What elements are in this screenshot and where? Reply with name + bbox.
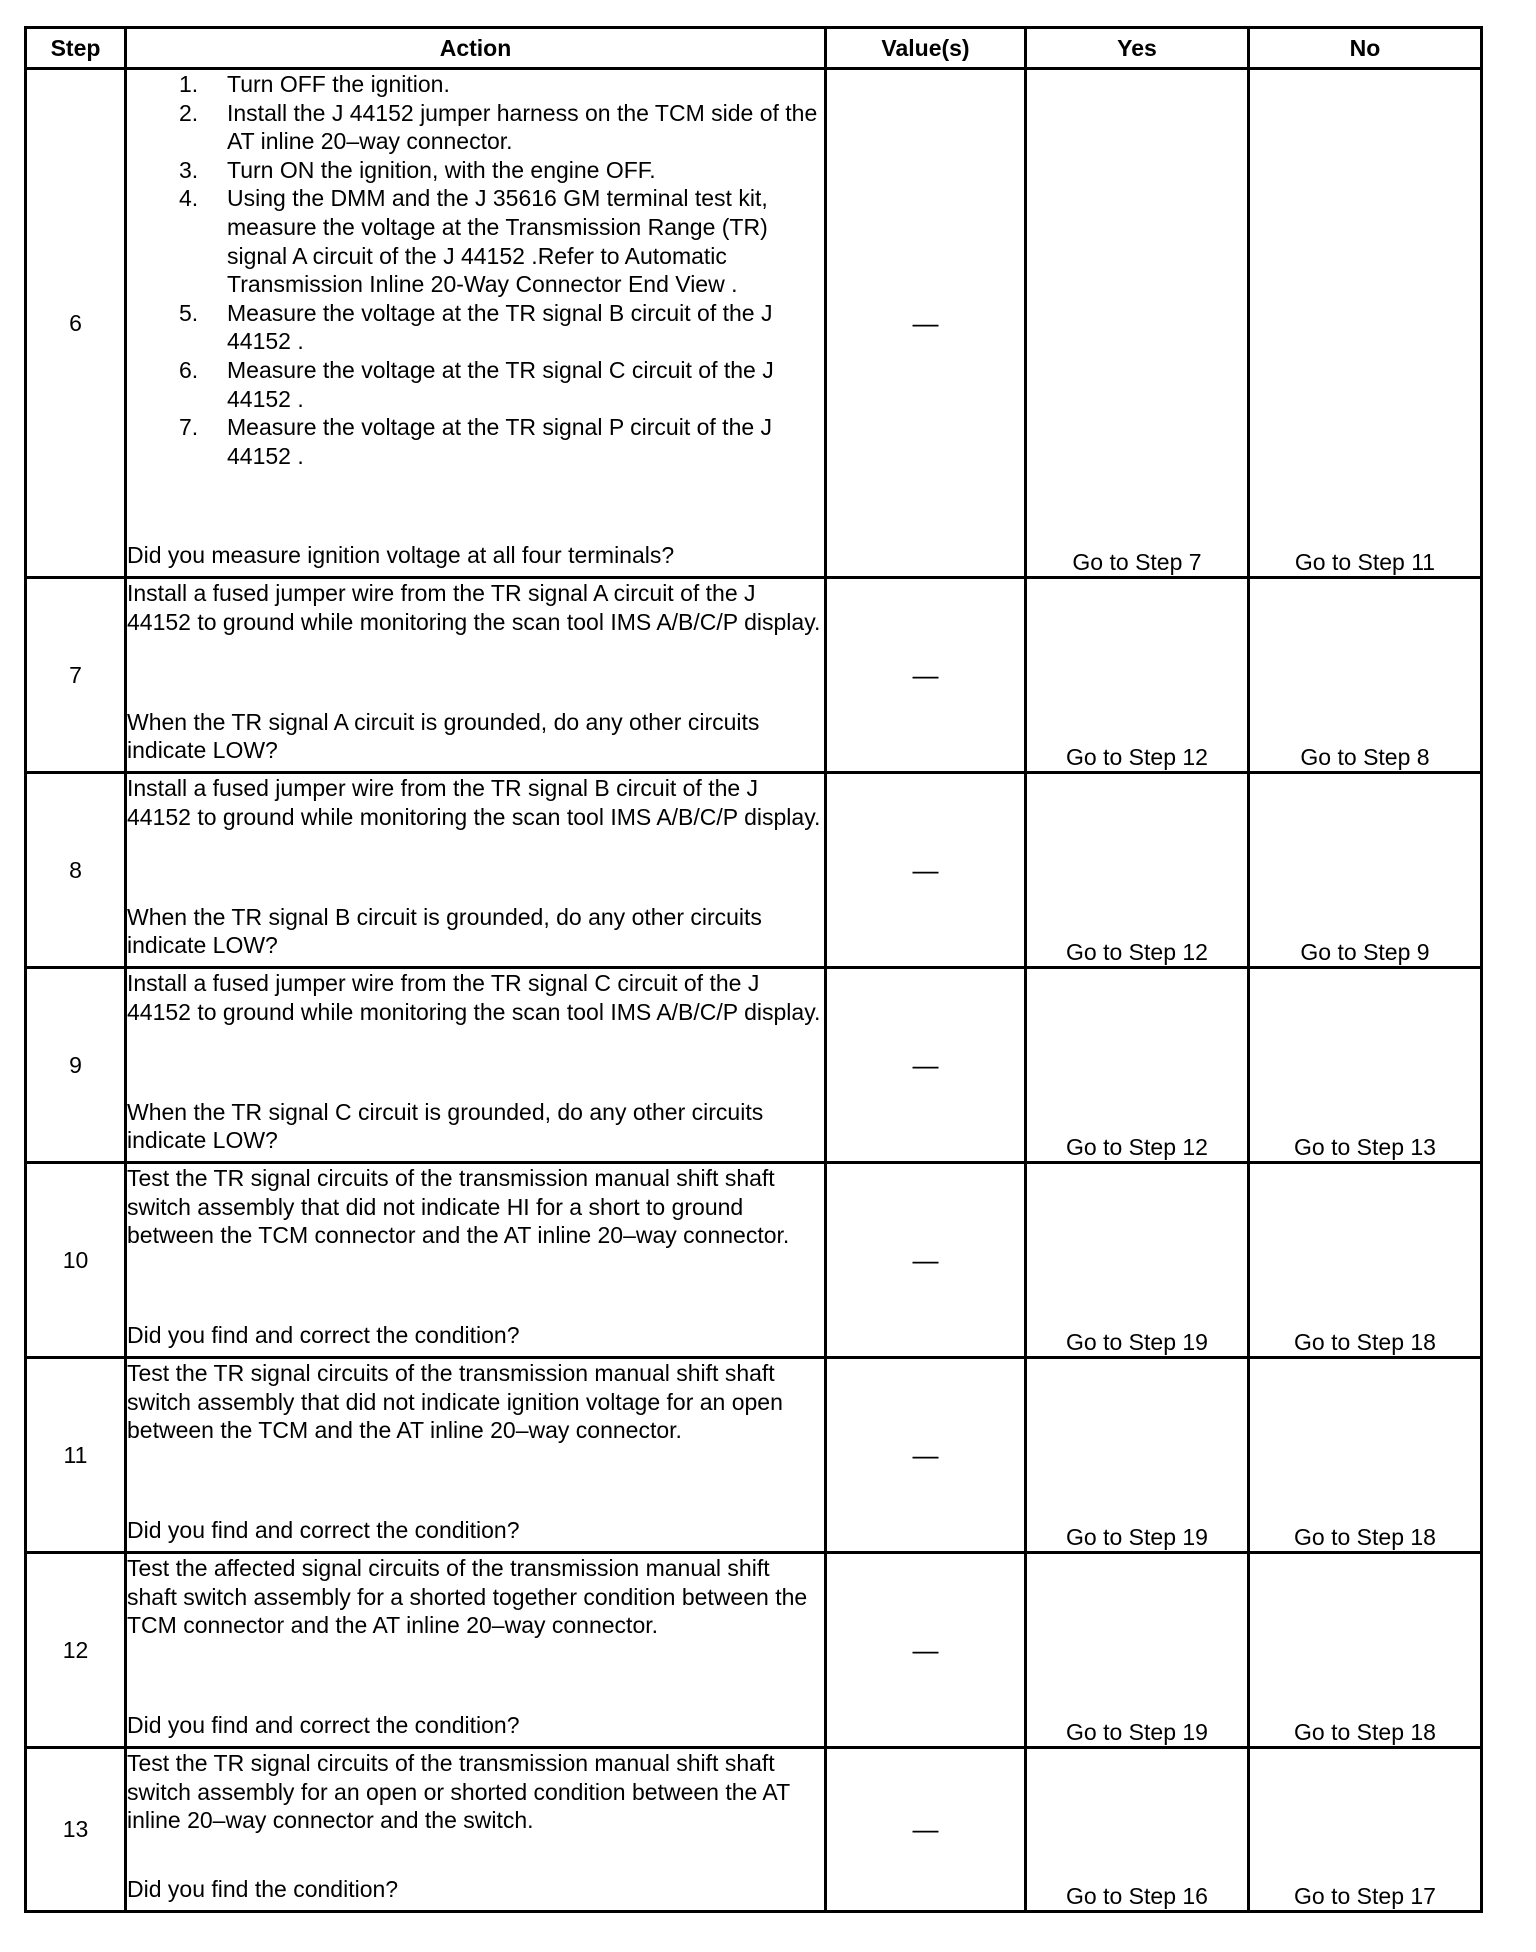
step-number: 8	[26, 773, 126, 968]
no-cell: Go to Step 18	[1249, 1553, 1482, 1748]
action-question: When the TR signal B circuit is grounded, do any other circuits indicate LOW?	[127, 903, 762, 959]
value-cell: —	[826, 1748, 1026, 1912]
yes-cell: Go to Step 16	[1026, 1748, 1249, 1912]
header-yes: Yes	[1026, 28, 1249, 69]
action-cell	[126, 1358, 826, 1553]
action-text: Install a fused jumper wire from the TR signal A circuit of the J 44152 to ground while monitoring the scan tool IMS A/B/C/P display.	[127, 580, 821, 635]
table-row-step-10	[26, 1163, 1482, 1358]
action-text: Test the TR signal circuits of the transmission manual shift shaft switch assembly that did not indicate ignition voltage for an open between the TCM and the AT inline 20–way connector.	[127, 1360, 783, 1444]
action-cell	[126, 1163, 826, 1358]
step-number: 11	[26, 1358, 126, 1553]
value-cell: —	[826, 1358, 1026, 1553]
step-number: 10	[26, 1163, 126, 1358]
yes-cell: Go to Step 19	[1026, 1358, 1249, 1553]
step-number: 6	[26, 69, 126, 578]
action-text: Test the TR signal circuits of the transmission manual shift shaft switch assembly for an open or shorted condition between the AT inline 20–way connector and the switch.	[127, 1750, 790, 1834]
no-cell: Go to Step 9	[1249, 773, 1482, 968]
action-cell	[126, 773, 826, 968]
yes-cell: Go to Step 19	[1026, 1163, 1249, 1358]
value-cell: —	[826, 1553, 1026, 1748]
list-item: 3. Turn ON the ignition, with the engine OFF.	[179, 156, 656, 183]
step-number: 13	[26, 1748, 126, 1912]
table-row-step-11	[26, 1358, 1482, 1553]
header-action: Action	[126, 28, 826, 69]
list-item: 6. Measure the voltage at the TR signal C circuit of the J 44152 .	[179, 356, 774, 412]
table-row-step-8	[26, 773, 1482, 968]
action-question: Did you find and correct the condition?	[127, 1517, 520, 1544]
table-row-step-13	[26, 1748, 1482, 1912]
value-cell: —	[826, 968, 1026, 1163]
value-cell: —	[826, 578, 1026, 773]
header-row	[26, 28, 1482, 69]
no-cell: Go to Step 11	[1249, 69, 1482, 578]
step-number: 12	[26, 1553, 126, 1748]
step-number: 7	[26, 578, 126, 773]
no-cell: Go to Step 13	[1249, 968, 1482, 1163]
list-item: 2. Install the J 44152 jumper harness on the TCM side of the AT inline 20–way connector.	[179, 99, 818, 155]
value-cell: —	[826, 773, 1026, 968]
list-item: 1. Turn OFF the ignition.	[179, 71, 450, 97]
list-item: 5. Measure the voltage at the TR signal B circuit of the J 44152 .	[179, 299, 773, 355]
action-text: Install a fused jumper wire from the TR signal C circuit of the J 44152 to ground while monitoring the scan tool IMS A/B/C/P display.	[127, 970, 821, 1025]
header-step: Step	[26, 28, 126, 69]
yes-cell: Go to Step 12	[1026, 968, 1249, 1163]
action-cell	[126, 578, 826, 773]
action-cell	[126, 69, 826, 578]
list-item: 7. Measure the voltage at the TR signal P circuit of the J 44152 .	[179, 414, 773, 469]
action-question: Did you find the condition?	[127, 1876, 399, 1903]
yes-cell: Go to Step 12	[1026, 578, 1249, 773]
value-cell: —	[826, 69, 1026, 578]
action-steps-list	[127, 70, 824, 470]
header-no: No	[1249, 28, 1482, 69]
table-row-step-9	[26, 968, 1482, 1163]
header-values: Value(s)	[826, 28, 1026, 69]
table-row-step-6	[26, 69, 1482, 578]
no-cell: Go to Step 18	[1249, 1358, 1482, 1553]
yes-cell: Go to Step 19	[1026, 1553, 1249, 1748]
action-question: When the TR signal C circuit is grounded, do any other circuits indicate LOW?	[127, 1098, 764, 1154]
yes-cell: Go to Step 7	[1026, 69, 1249, 578]
table-row-step-7	[26, 578, 1482, 773]
list-item: 4. Using the DMM and the J 35616 GM terminal test kit, measure the voltage at the Transmission Range (TR) signal A circuit of the J 44152 .Refer to Automatic Transmission Inline 20-Way Connector End View .	[179, 185, 768, 298]
action-text: Install a fused jumper wire from the TR signal B circuit of the J 44152 to ground while monitoring the scan tool IMS A/B/C/P display.	[127, 775, 821, 830]
no-cell: Go to Step 18	[1249, 1163, 1482, 1358]
action-question: Did you find and correct the condition?	[127, 1712, 520, 1739]
action-cell	[126, 1748, 826, 1912]
action-text: Test the TR signal circuits of the transmission manual shift shaft switch assembly that did not indicate HI for a short to ground between the TCM connector and the AT inline 20–way connector.	[127, 1165, 790, 1249]
no-cell: Go to Step 8	[1249, 578, 1482, 773]
value-cell: —	[826, 1163, 1026, 1358]
table-row-step-12	[26, 1553, 1482, 1748]
action-question: When the TR signal A circuit is grounded, do any other circuits indicate LOW?	[127, 708, 760, 764]
yes-cell: Go to Step 12	[1026, 773, 1249, 968]
diagnostic-table	[24, 26, 1483, 1913]
action-question: Did you measure ignition voltage at all four terminals?	[127, 542, 675, 569]
action-cell	[126, 968, 826, 1163]
action-cell	[126, 1553, 826, 1748]
step-number: 9	[26, 968, 126, 1163]
no-cell: Go to Step 17	[1249, 1748, 1482, 1912]
action-text: Test the affected signal circuits of the transmission manual shift shaft switch assembly for a shorted together condition between the TCM connector and the AT inline 20–way connector.	[127, 1555, 808, 1639]
action-question: Did you find and correct the condition?	[127, 1322, 520, 1349]
